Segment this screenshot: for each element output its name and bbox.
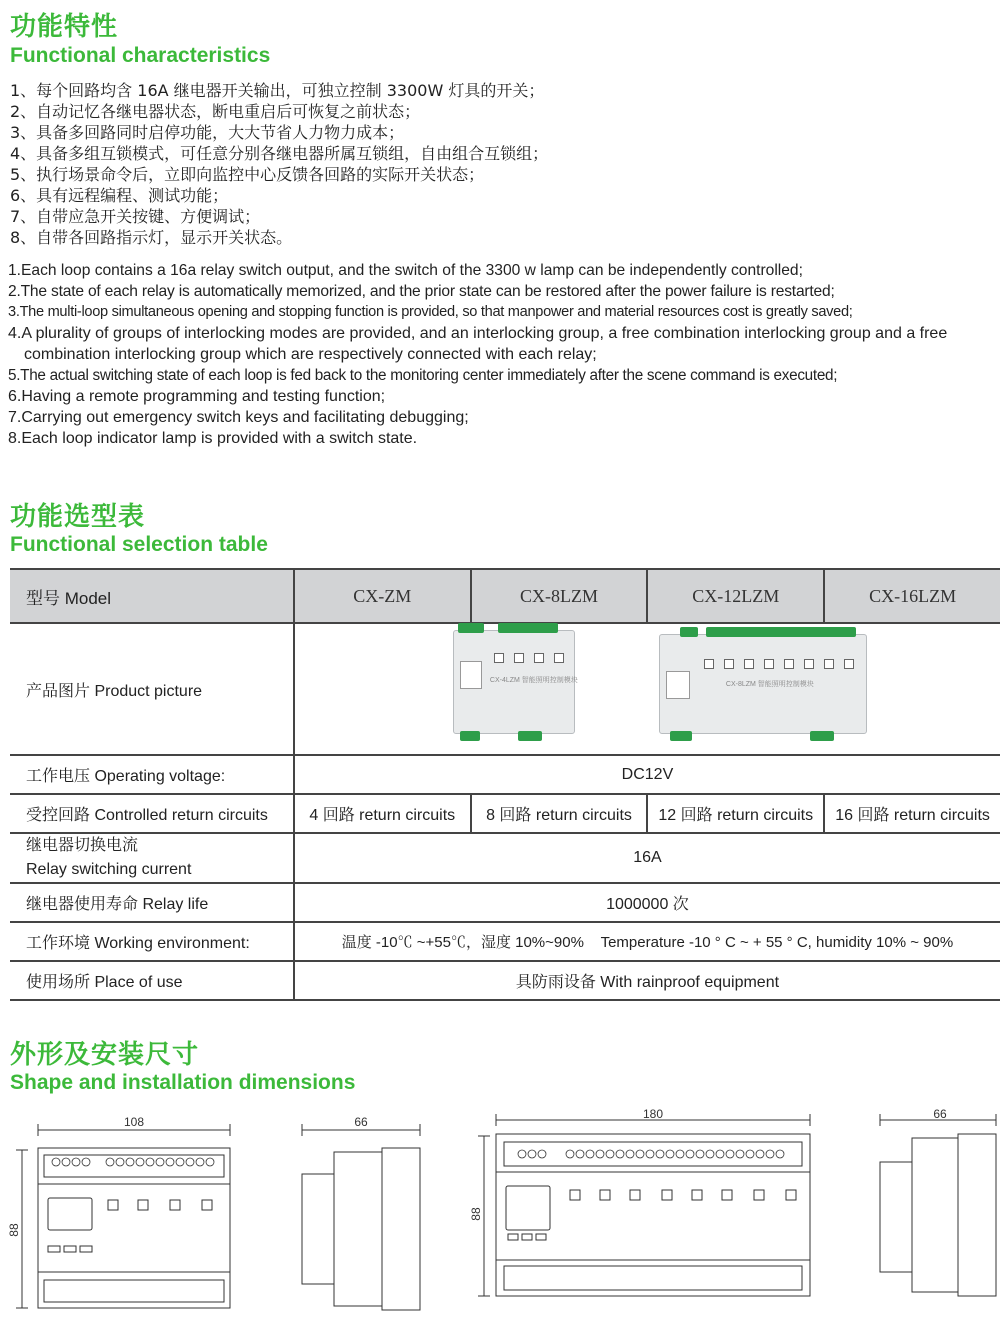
feature-en-item: 6.Having a remote programming and testing function;	[8, 388, 386, 405]
features-list-en	[8, 260, 998, 449]
selection-title-cn: 功能选型表	[10, 502, 146, 532]
feature-cn-item: 2、自动记忆各继电器状态，断电重启后可恢复之前状态；	[10, 102, 421, 121]
large-depth-label: 66	[933, 1107, 947, 1121]
model-cell: CX-ZM	[294, 569, 471, 623]
features-title-cn: 功能特性	[10, 12, 119, 42]
large-height-label: 88	[469, 1207, 483, 1221]
dimension-drawings	[0, 1100, 1000, 1326]
table-row	[10, 922, 1000, 961]
place-value: 具防雨设备 With rainproof equipment	[294, 961, 1000, 1000]
table-row	[10, 569, 1000, 623]
life-value: 1000000 次	[294, 883, 1000, 922]
small-height-label: 88	[7, 1223, 21, 1237]
model-cell: CX-8LZM	[471, 569, 648, 623]
circuits-cell: 4 回路 return circuits	[294, 794, 471, 833]
voltage-value: DC12V	[294, 755, 1000, 794]
small-depth-label: 66	[354, 1115, 368, 1129]
picture-label: 产品图片 Product picture	[10, 623, 294, 755]
dimensions-title-cn: 外形及安装尺寸	[10, 1040, 200, 1070]
feature-en-item: 3.The multi-loop simultaneous opening and stopping function is provided, so that manpower and material resources cost is greatly saved;	[8, 304, 853, 320]
table-row	[10, 883, 1000, 922]
feature-en-item: 7.Carrying out emergency switch keys and facilitating debugging;	[8, 409, 469, 426]
circuits-cell: 16 回路 return circuits	[824, 794, 1000, 833]
model-label: 型号 Model	[10, 569, 294, 623]
circuits-label: 受控回路 Controlled return circuits	[10, 794, 294, 833]
product-image-8lzm	[659, 634, 867, 734]
circuits-cell: 8 回路 return circuits	[471, 794, 648, 833]
env-label: 工作环境 Working environment:	[10, 922, 294, 961]
feature-cn-item: 4、具备多组互锁模式，可任意分别各继电器所属互锁组，自由组合互锁组；	[10, 144, 549, 163]
feature-cn-item: 1、每个回路均含 16A 继电器开关输出，可独立控制 3300W 灯具的开关；	[10, 81, 545, 100]
table-row	[10, 961, 1000, 1000]
features-list-cn	[10, 80, 548, 248]
feature-cn-item: 6、具有远程编程、测试功能；	[10, 186, 229, 205]
table-row	[10, 623, 1000, 755]
feature-en-item: 2.The state of each relay is automatically memorized, and the prior state can be restored after the power failure is restarted;	[8, 283, 835, 300]
table-row	[10, 833, 1000, 883]
product-image-4lzm	[453, 630, 578, 734]
current-label	[10, 833, 294, 883]
voltage-label: 工作电压 Operating voltage:	[10, 755, 294, 794]
model-cell: CX-12LZM	[647, 569, 824, 623]
product-pictures	[294, 623, 1000, 755]
small-unit-front	[7, 1115, 230, 1308]
current-label-en: Relay switching current	[26, 861, 192, 878]
life-label: 继电器使用寿命 Relay life	[10, 883, 294, 922]
large-width-label: 180	[642, 1107, 664, 1121]
feature-en-item: 5.The actual switching state of each loop is fed back to the monitoring center immediately after the scene command is executed;	[8, 367, 838, 384]
feature-en-item: 1.Each loop contains a 16a relay switch output, and the switch of the 3300 w lamp can be independently controlled;	[8, 262, 803, 279]
feature-en-item: 8.Each loop indicator lamp is provided with a switch state.	[8, 430, 418, 447]
current-label-cn: 继电器切换电流	[26, 837, 139, 854]
features-title-en: Functional characteristics	[10, 44, 271, 67]
feature-cn-item: 5、执行场景命令后，立即向监控中心反馈各回路的实际开关状态；	[10, 165, 485, 184]
env-value: 温度 -10℃ ~+55℃，湿度 10%~90% Temperature -10 ° C ~ + 55 ° C, humidity 10% ~ 90%	[294, 922, 1000, 961]
selection-table	[10, 568, 1000, 1001]
feature-cn-item: 8、自带各回路指示灯，显示开关状态。	[10, 228, 293, 247]
selection-title-en: Functional selection table	[10, 533, 268, 556]
product-caption: CX-8LZM 智能照明控制模块	[725, 681, 814, 688]
feature-cn-item: 3、具备多回路同时启停功能，大大节省人力物力成本；	[10, 123, 405, 142]
large-unit-front	[469, 1107, 810, 1296]
current-value: 16A	[294, 833, 1000, 883]
dimensions-title-en: Shape and installation dimensions	[10, 1071, 356, 1094]
small-width-label: 108	[123, 1115, 145, 1129]
large-unit-side	[880, 1107, 996, 1296]
feature-en-item: 4.A plurality of groups of interlocking modes are provided, and an interlocking group, a free combination interlocking group and a free combination interlocking group which are respectively connected with each relay;	[8, 325, 948, 363]
circuits-cell: 12 回路 return circuits	[647, 794, 824, 833]
product-caption: CX-4LZM 智能照明控制模块	[489, 677, 578, 684]
place-label: 使用场所 Place of use	[10, 961, 294, 1000]
table-row	[10, 755, 1000, 794]
model-cell: CX-16LZM	[824, 569, 1000, 623]
table-row	[10, 794, 1000, 833]
small-unit-side	[302, 1115, 420, 1310]
feature-cn-item: 7、自带应急开关按键、方便调试；	[10, 207, 261, 226]
